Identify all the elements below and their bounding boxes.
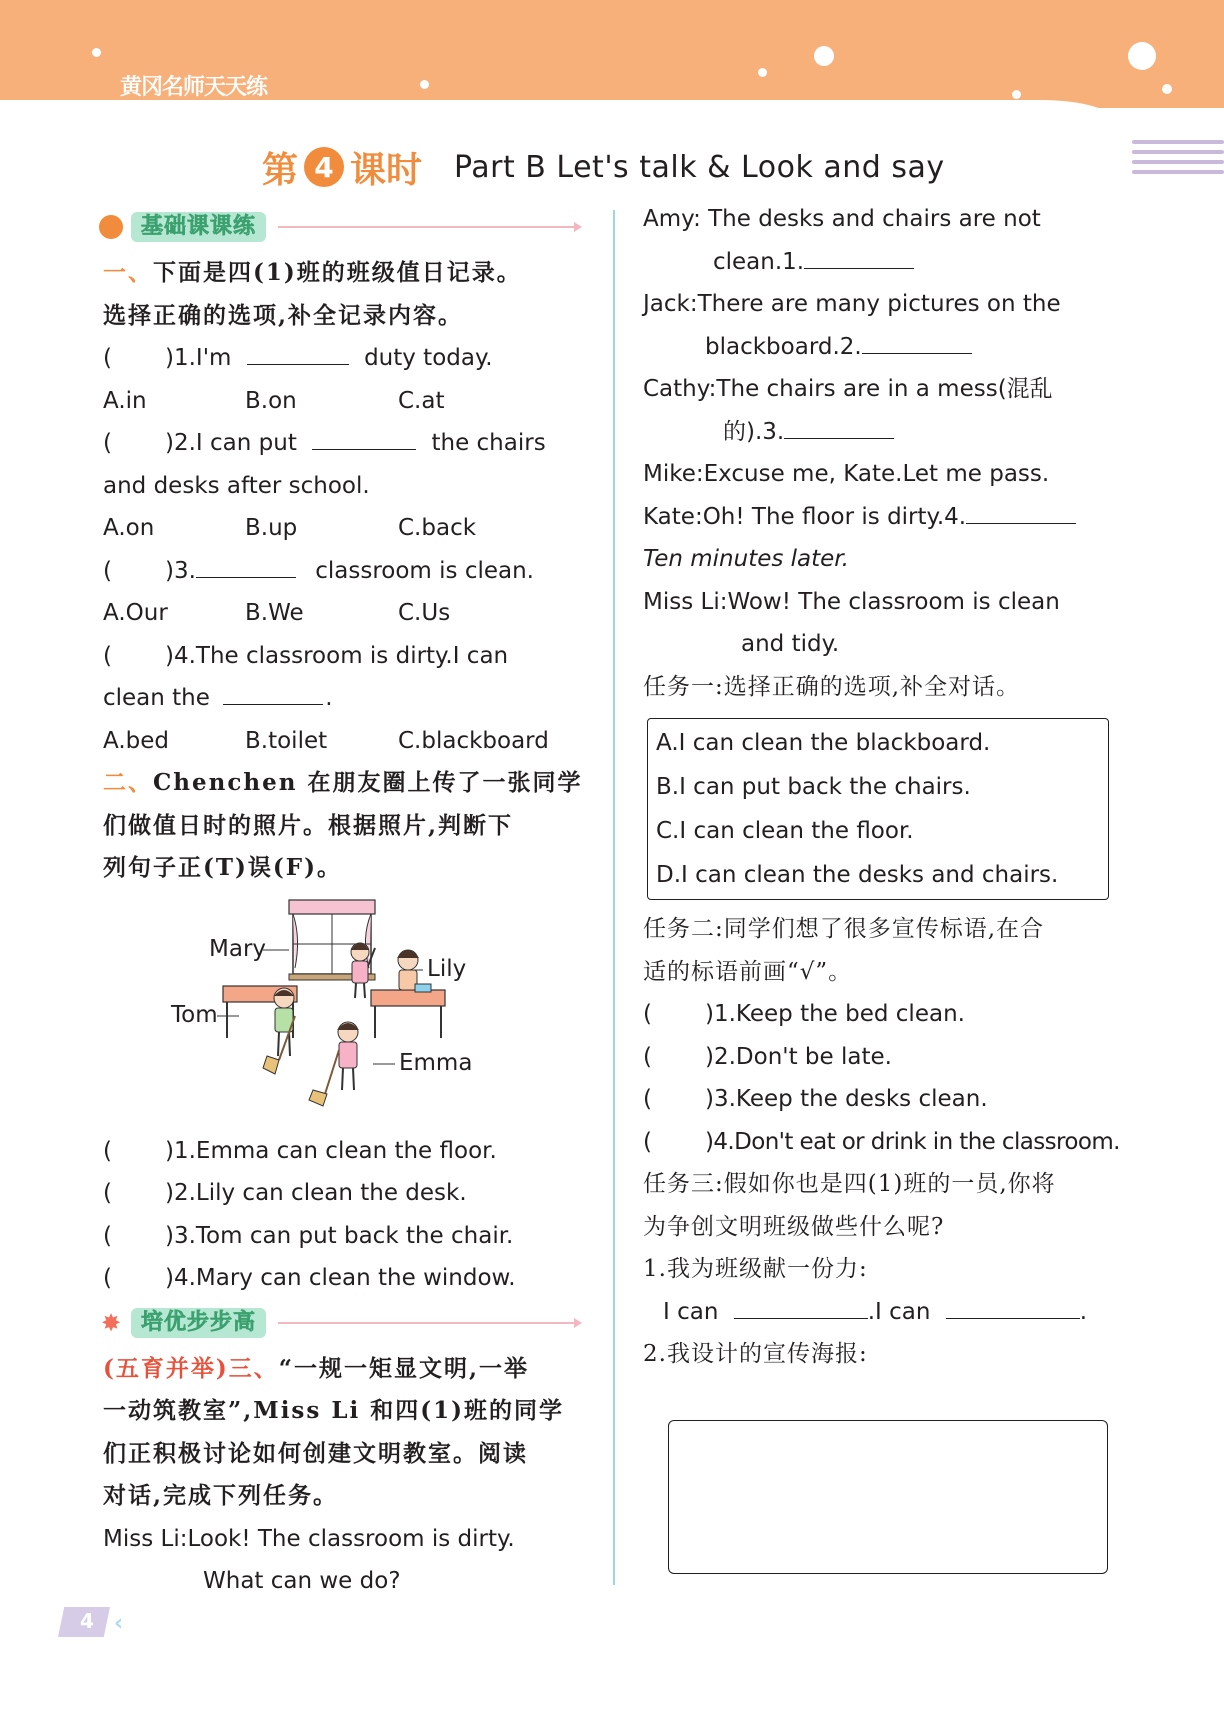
ican-line — [643, 1291, 1131, 1334]
q1-heading-line2: 选择正确的选项,补全记录内容。 — [103, 301, 464, 329]
right-column — [643, 198, 1131, 1376]
label-lily: Lily — [427, 955, 467, 982]
option-b: B.toilet — [245, 727, 328, 754]
column-divider — [613, 210, 615, 1585]
answer-paren[interactable]: ( — [103, 1222, 112, 1249]
q3-heading-line2: 一动筑教室”,Miss Li 和四(1)班的同学 — [103, 1397, 565, 1424]
dialogue-text: blackboard.2. — [705, 333, 862, 360]
q2-heading-line1: Chenchen 在朋友圈上传了一张同学 — [153, 769, 583, 796]
decor-dot — [1012, 90, 1021, 99]
task2-heading-line1: 任务二:同学们想了很多宣传标语,在合 — [643, 916, 1045, 942]
option-c: C.at — [398, 387, 445, 414]
decor-dot — [420, 80, 429, 89]
slogan-3 — [643, 1078, 1131, 1121]
q1-item-2-cont: and desks after school. — [103, 472, 370, 499]
q1-heading-line1: 下面是四(1)班的班级值日记录。 — [153, 259, 522, 286]
q2-item-2-text: )2.Lily can clean the desk. — [165, 1180, 467, 1206]
q1-item-4-cont — [103, 677, 588, 720]
slogan-text: )2.Don't be late. — [705, 1043, 892, 1070]
decor-dot — [1128, 42, 1156, 70]
dialogue-line: Miss Li:Look! The classroom is dirty. — [103, 1525, 515, 1552]
dialogue-line: What can we do? — [203, 1568, 401, 1594]
q2-number: 二、 — [103, 769, 153, 796]
badge-advanced-label: 培优步步高 — [131, 1308, 266, 1338]
task3-sub2: 2.我设计的宣传海报: — [643, 1341, 868, 1367]
answer-blank[interactable] — [196, 552, 296, 578]
q1-item-1-options — [103, 380, 588, 423]
pie-icon — [99, 215, 123, 239]
q3-heading-line4: 对话,完成下列任务。 — [103, 1482, 339, 1509]
q2-item-4 — [103, 1257, 588, 1300]
decor-dot — [92, 48, 101, 57]
dialogue-line: Cathy:The chairs are in a mess(混乱 — [643, 376, 1053, 402]
q1-item-3-text: )3. — [165, 557, 196, 584]
answer-paren[interactable]: ( — [103, 345, 112, 371]
lesson-number: 4 — [304, 147, 344, 187]
q2-item-4-text: )4.Mary can clean the window. — [165, 1265, 516, 1291]
answer-paren[interactable]: ( — [643, 1086, 652, 1112]
q3-heading — [103, 1348, 588, 1391]
dialogue-line — [643, 241, 1131, 284]
decor-stripes — [1132, 140, 1224, 180]
lesson-title — [262, 140, 945, 194]
answer-blank[interactable] — [784, 413, 894, 439]
dialogue-option-d: D.I can clean the desks and chairs. — [656, 862, 1059, 888]
lesson-label — [262, 142, 422, 193]
slogan-4 — [643, 1121, 1131, 1164]
answer-paren[interactable]: ( — [103, 642, 112, 669]
ican-2: .I can — [867, 1298, 931, 1325]
label-emma: Emma — [399, 1049, 473, 1076]
q1-item-4 — [103, 635, 588, 678]
q1-heading — [103, 252, 588, 295]
star-icon: ✸ — [100, 1308, 122, 1337]
left-column — [100, 208, 588, 1603]
dialogue-text: clean.1. — [713, 248, 805, 275]
answer-paren[interactable]: ( — [103, 557, 112, 584]
answer-blank[interactable] — [734, 1293, 868, 1319]
dialogue-option-a: A.I can clean the blackboard. — [656, 730, 991, 756]
option-a: A.bed — [103, 727, 169, 754]
dialogue-option-c: C.I can clean the floor. — [656, 818, 914, 844]
answer-paren[interactable]: ( — [643, 1001, 652, 1027]
answer-blank[interactable] — [966, 498, 1076, 524]
q1-item-1-text: )1.I'm — [165, 345, 232, 371]
q1-item-2 — [103, 422, 588, 465]
slogan-text: )3.Keep the desks clean. — [705, 1086, 988, 1112]
answer-paren[interactable]: ( — [103, 430, 112, 456]
brand-logo: 黄冈名师天天练 — [120, 75, 268, 100]
q3-heading-line1: “一规一矩显文明,一举 — [278, 1354, 530, 1382]
lesson-prefix: 第 — [262, 149, 299, 191]
option-a: A.in — [103, 387, 147, 414]
q1-item-2-text: )2.I can put — [165, 430, 297, 456]
slogan-text: )1.Keep the bed clean. — [705, 1001, 965, 1027]
q1-item-4-options — [103, 720, 588, 763]
answer-paren[interactable]: ( — [103, 1137, 112, 1164]
answer-paren[interactable]: ( — [103, 1265, 112, 1291]
q3-number: 三、 — [228, 1354, 279, 1382]
arrow-divider — [278, 1322, 580, 1324]
answer-blank[interactable] — [946, 1293, 1080, 1319]
lesson-suffix: 课时 — [350, 149, 423, 191]
arrow-divider — [278, 226, 580, 228]
poster-drawing-area[interactable] — [668, 1420, 1108, 1574]
dialogue-line: Amy: The desks and chairs are not — [643, 206, 1041, 232]
q1-number: 一、 — [103, 259, 153, 286]
answer-paren[interactable]: ( — [103, 1180, 112, 1206]
answer-blank[interactable] — [312, 424, 416, 450]
q1-item-3-after: classroom is clean. — [315, 557, 534, 584]
q2-item-1-text: )1.Emma can clean the floor. — [165, 1137, 497, 1164]
q2-heading-line2: 们做值日时的照片。根据照片,判断下 — [103, 811, 514, 839]
answer-blank[interactable] — [247, 339, 349, 365]
dialogue-line: and tidy. — [741, 631, 840, 657]
q1-heading-cont — [103, 295, 588, 338]
dialogue-line: Miss Li:Wow! The classroom is clean — [643, 588, 1060, 615]
dialogue-stage-direction: Ten minutes later. — [643, 546, 849, 572]
task3-heading-line1: 任务三:假如你也是四(1)班的一员,你将 — [643, 1171, 1056, 1197]
q3-heading-line3: 们正积极讨论如何创建文明教室。阅读 — [103, 1439, 528, 1467]
q2-heading — [103, 762, 588, 805]
decor-dot — [758, 68, 767, 77]
chevron-left-icon: ‹ — [114, 1611, 124, 1636]
option-c: C.Us — [398, 600, 451, 626]
q2-heading-line3: 列句子正(T)误(F)。 — [103, 854, 342, 881]
classroom-picture — [103, 898, 588, 1126]
q1-item-4-text: )4.The classroom is dirty.I can — [165, 642, 509, 669]
decor-dot — [814, 46, 834, 66]
ican-period: . — [1079, 1298, 1088, 1325]
dialogue-line — [643, 326, 1131, 369]
dialogue-text: 的).3. — [723, 418, 785, 445]
option-b: B.on — [245, 387, 297, 414]
answer-paren[interactable]: ( — [643, 1043, 652, 1070]
q1-item-2-options — [103, 507, 588, 550]
q1-item-4-cont-text: clean the — [103, 685, 210, 711]
dialogue-line — [643, 411, 1131, 454]
option-a: A.Our — [103, 600, 168, 626]
option-b: B.We — [245, 600, 304, 626]
slogan-1 — [643, 993, 1131, 1036]
section-badge-basic — [99, 210, 588, 244]
dialogue-text: Kate:Oh! The floor is dirty.4. — [643, 503, 967, 530]
q2-item-3-text: )3.Tom can put back the chair. — [165, 1222, 514, 1249]
option-b: B.up — [245, 515, 298, 541]
option-a: A.on — [103, 515, 155, 541]
lesson-title-en: Part B Let's talk & Look and say — [454, 149, 945, 185]
decor-dot — [1162, 84, 1172, 94]
task3-heading-line2: 为争创文明班级做些什么呢? — [643, 1213, 945, 1240]
options-box — [647, 718, 1109, 900]
answer-blank[interactable] — [862, 328, 972, 354]
q1-item-1-after: duty today. — [364, 345, 493, 371]
q1-item-1 — [103, 337, 588, 380]
label-mary: Mary — [209, 935, 267, 962]
task1-heading: 任务一:选择正确的选项,补全对话。 — [643, 673, 1021, 700]
q1-item-2-after: the chairs — [431, 430, 546, 456]
slogan-2 — [643, 1036, 1131, 1079]
label-tom: Tom — [171, 1001, 218, 1028]
ican-1: I can — [663, 1298, 719, 1325]
dialogue-option-b: B.I can put back the chairs. — [656, 774, 971, 800]
answer-paren[interactable]: ( — [643, 1128, 652, 1155]
slogan-text: )4.Don't eat or drink in the classroom. — [705, 1128, 1120, 1155]
page-number-text: 4 — [80, 1609, 94, 1633]
task3-sub1: 1.我为班级献一份力: — [643, 1256, 868, 1282]
q3-tag: (五育并举) — [103, 1354, 229, 1382]
dialogue-line: Jack:There are many pictures on the — [643, 291, 1061, 317]
q1-item-3 — [103, 550, 588, 593]
option-c: C.back — [398, 515, 477, 541]
answer-blank[interactable] — [804, 243, 914, 269]
badge-basic-label: 基础课课练 — [131, 212, 266, 242]
dialogue-line — [643, 496, 1131, 539]
answer-blank[interactable] — [223, 679, 323, 705]
page-number — [58, 1607, 124, 1637]
option-c: C.blackboard — [398, 727, 549, 754]
q2-item-1 — [103, 1130, 588, 1173]
q1-item-4-period: . — [325, 685, 333, 711]
q1-item-3-options — [103, 592, 588, 635]
section-badge-advanced — [99, 1306, 588, 1340]
q2-item-3 — [103, 1215, 588, 1258]
dialogue-line: Mike:Excuse me, Kate.Let me pass. — [643, 461, 1050, 487]
q2-item-2 — [103, 1172, 588, 1215]
task2-heading-line2: 适的标语前画“√”。 — [643, 958, 853, 985]
